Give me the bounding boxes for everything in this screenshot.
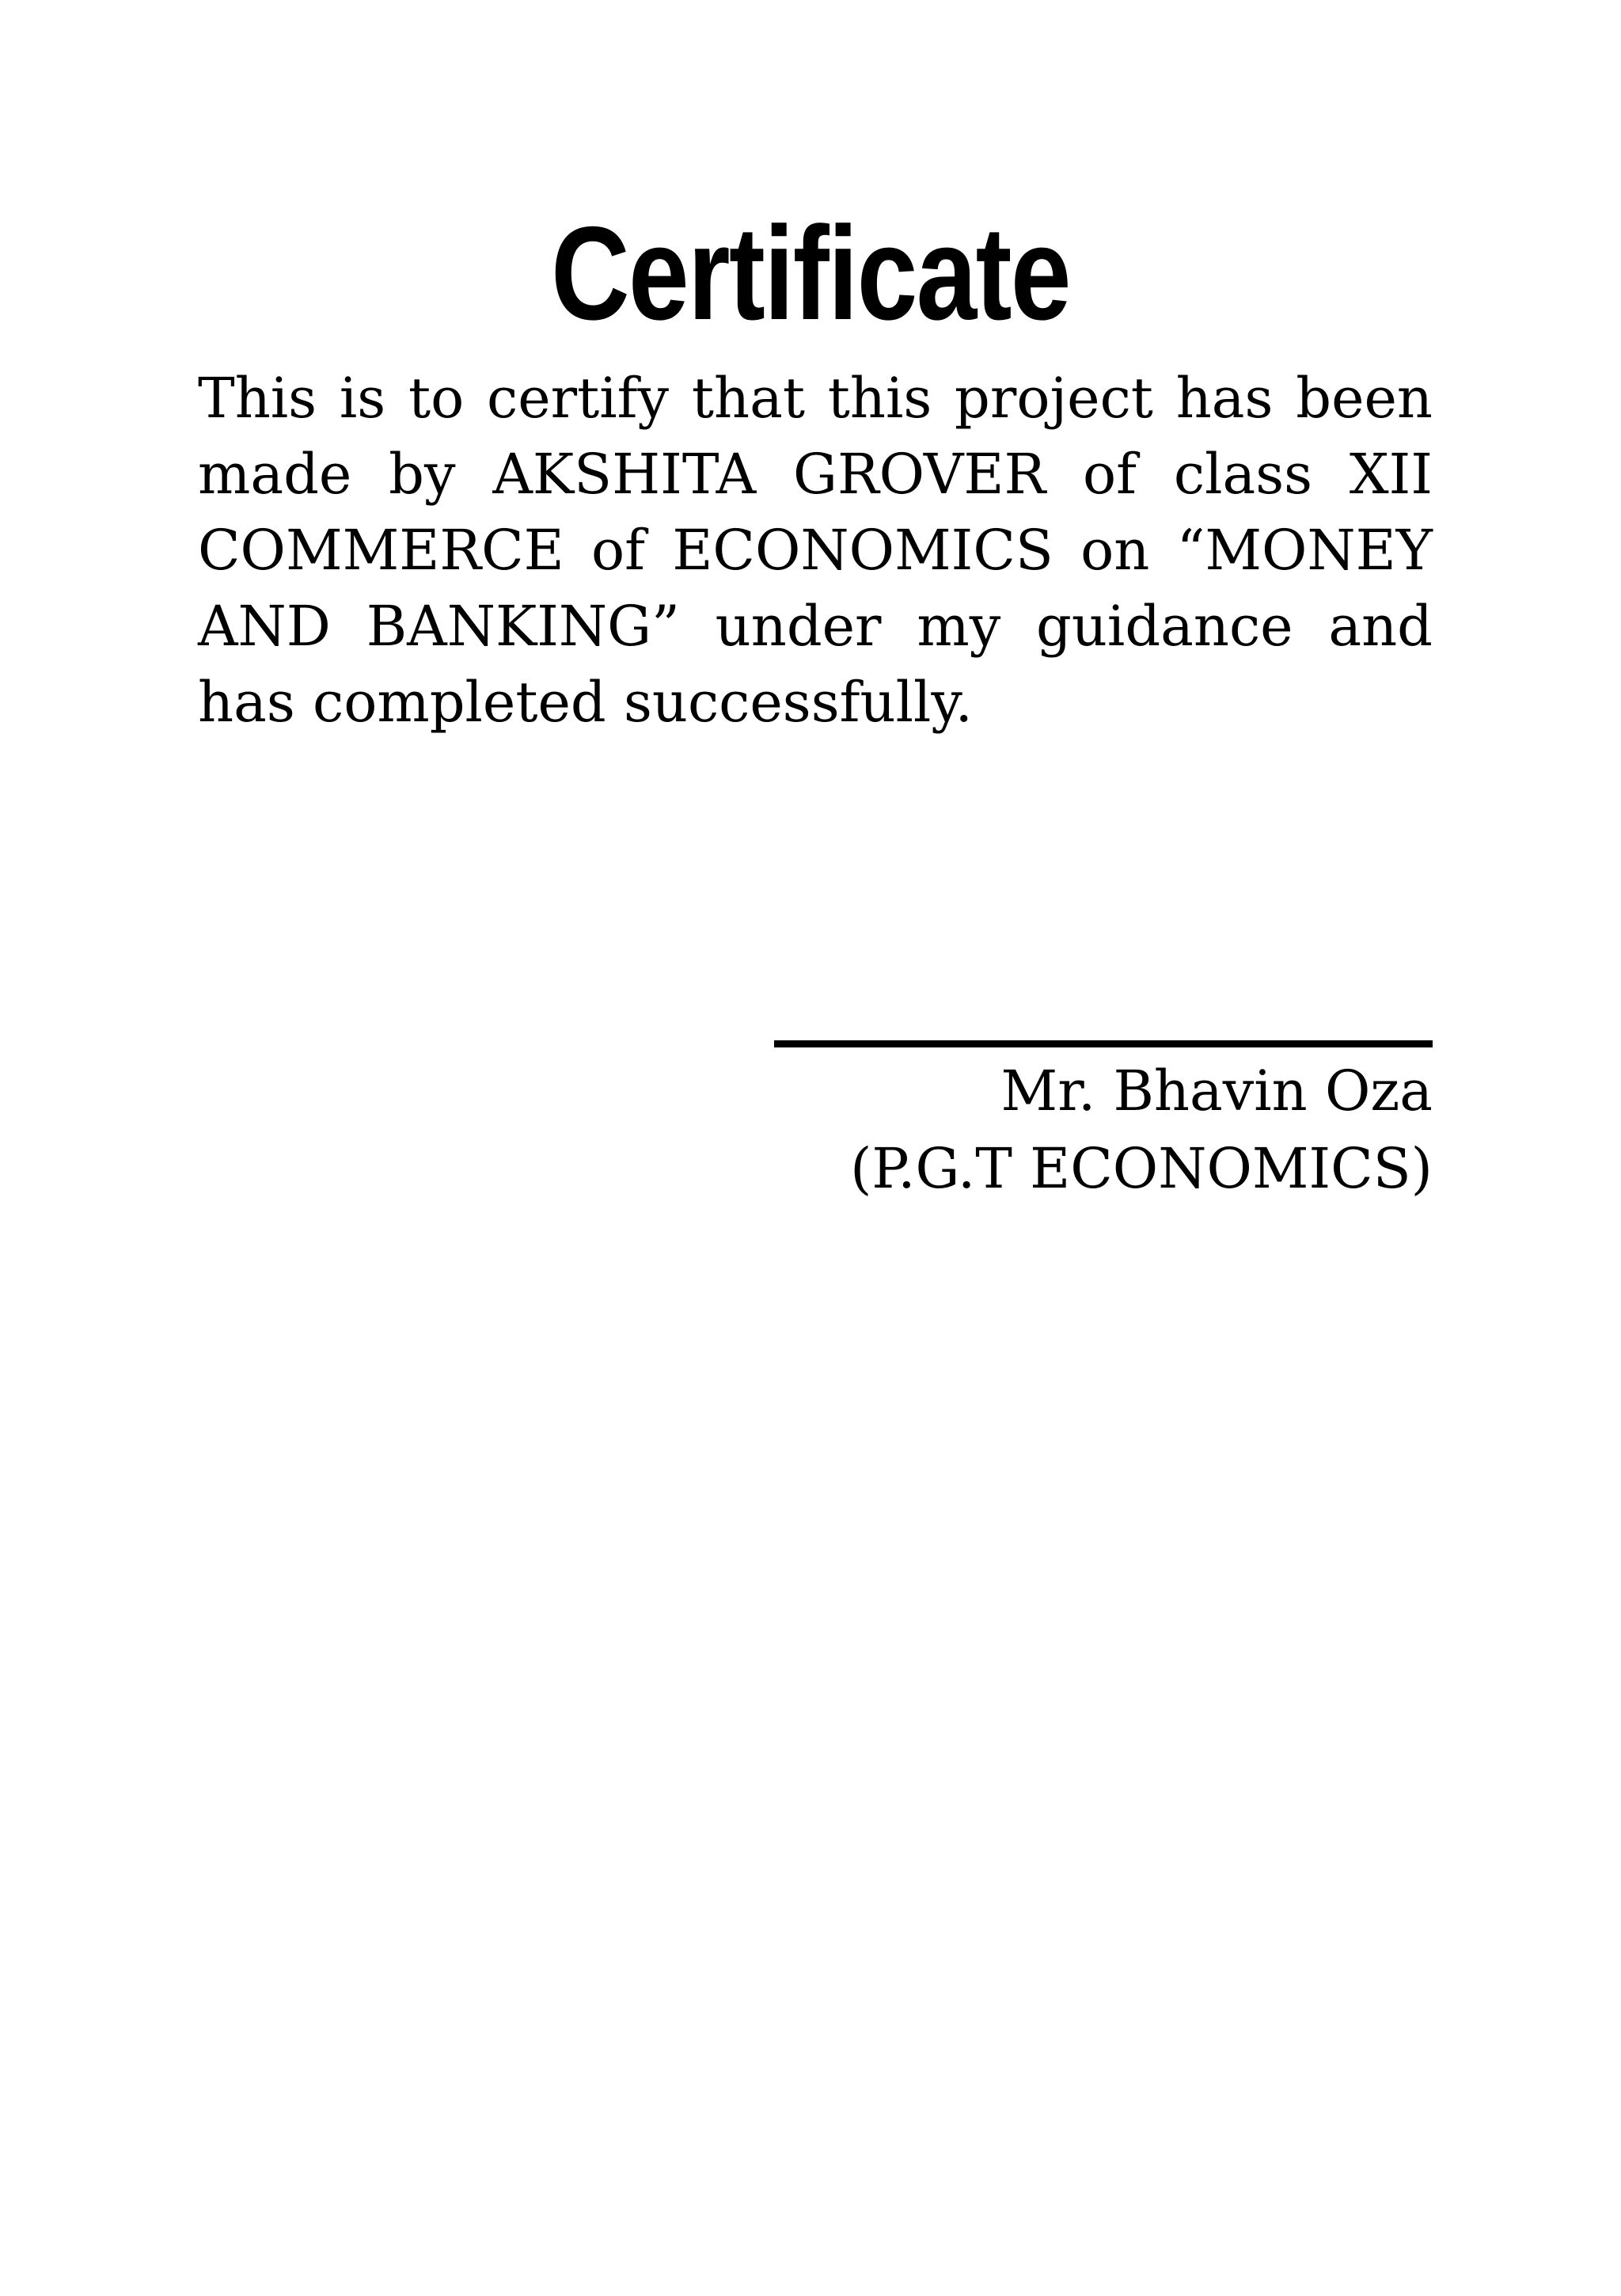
page-title: Certificate (551, 199, 1070, 348)
signatory-designation: (P.G.T ECONOMICS) (850, 1136, 1433, 1201)
signatory-name: Mr. Bhavin Oza (1000, 1059, 1433, 1123)
signature-line (774, 1040, 1433, 1047)
certificate-body: This is to certify that this project has been made by AKSHITA GROVER of class XII COMMERCE of ECONOMICS on “MONEY AND BANKING” under my guidance and has completed successfully. (198, 366, 1433, 735)
